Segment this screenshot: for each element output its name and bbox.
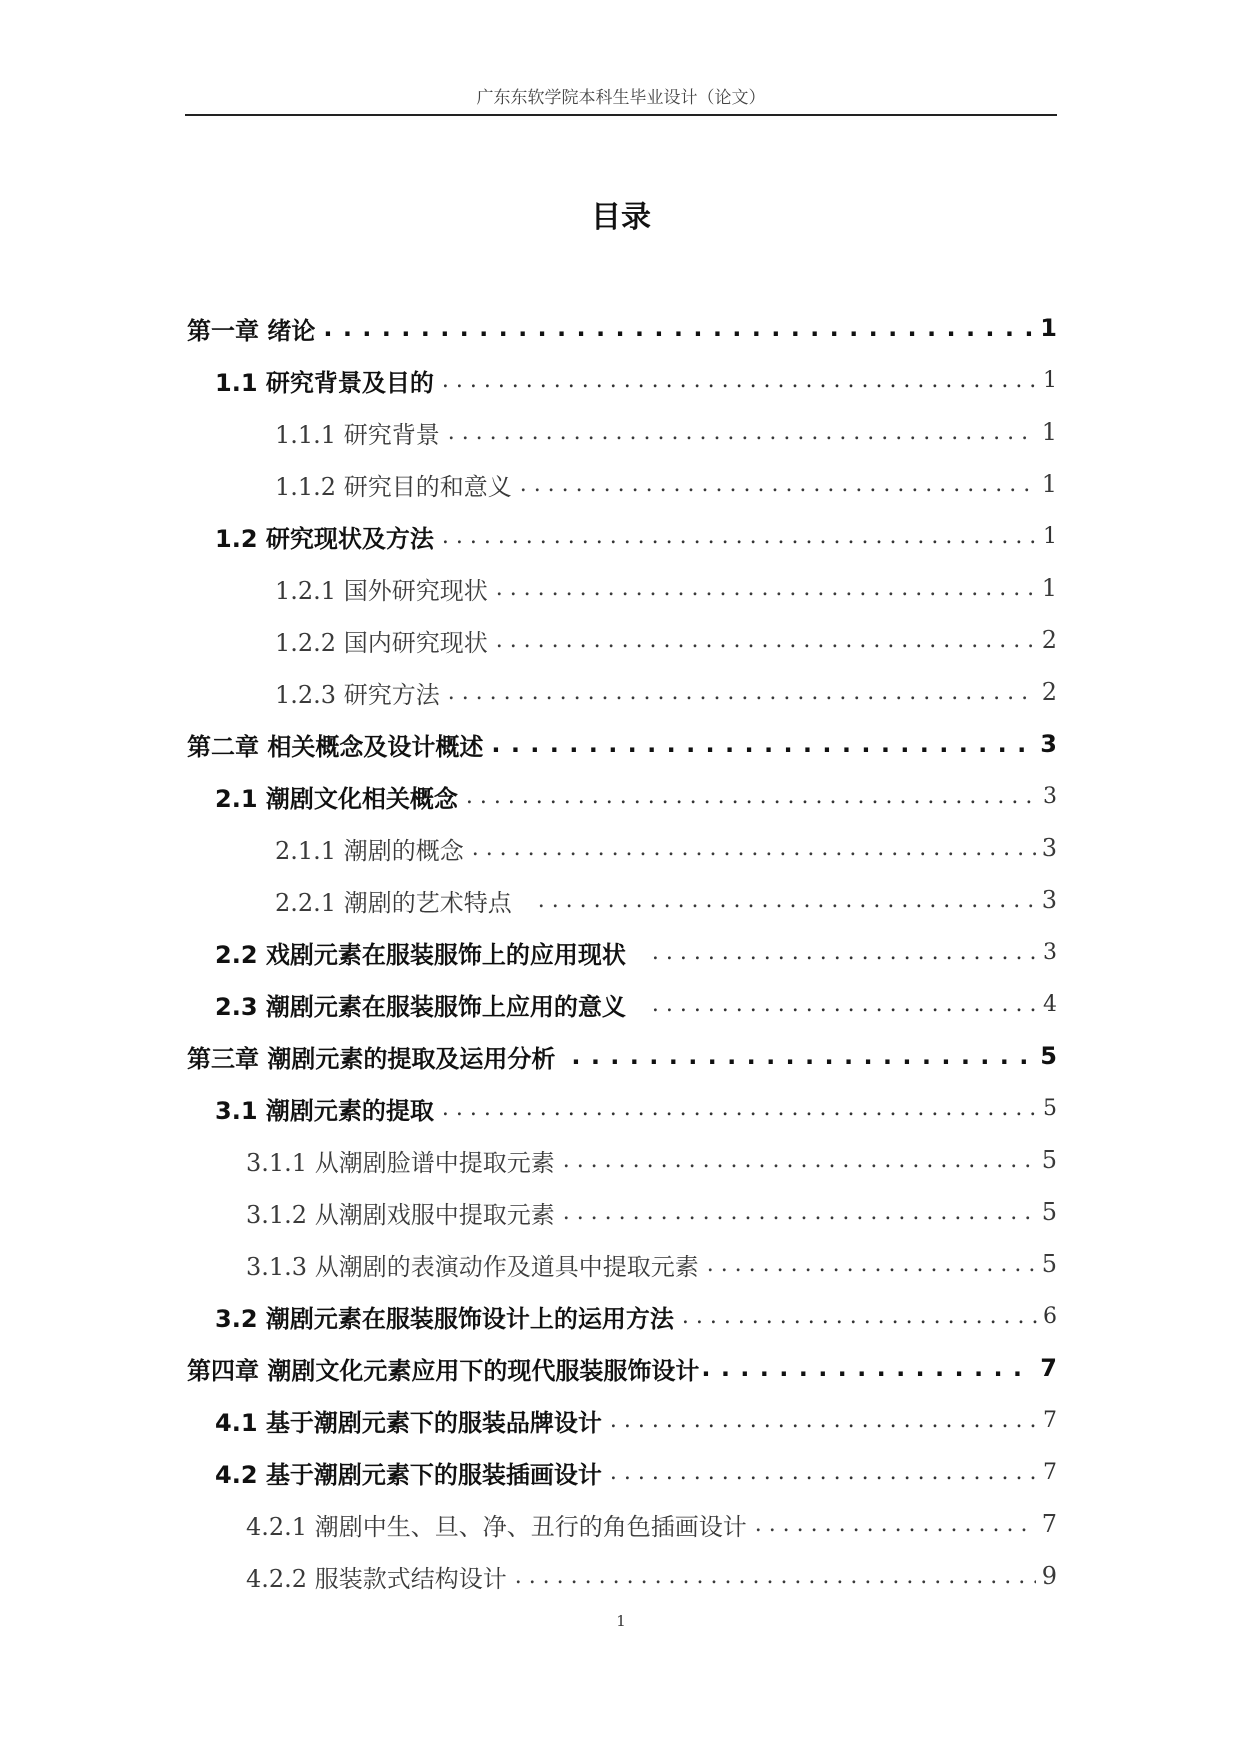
toc-entry-page: 1 [1043, 523, 1057, 549]
toc-entry-page: 7 [1041, 1510, 1057, 1538]
toc-entry-page: 5 [1040, 1042, 1057, 1070]
toc-entry-subsection-3-1-3[interactable] [0, 1244, 1241, 1284]
toc-entry-section-4-1[interactable] [0, 1400, 1241, 1440]
dot-leader [515, 1556, 1036, 1596]
toc-entry-text: 第二章 相关概念及设计概述 [187, 732, 484, 761]
toc-entry-text: 1.1.1 研究背景 [275, 420, 440, 449]
toc-entry-page: 7 [1040, 1354, 1057, 1382]
toc-entry-text: 3.1 潮剧元素的提取 [215, 1096, 434, 1125]
dot-leader [755, 1504, 1036, 1544]
toc-entry-chapter-3[interactable] [0, 1036, 1241, 1076]
dot-leader [491, 724, 1034, 764]
toc-entry-page: 6 [1043, 1303, 1057, 1329]
toc-entry-text: 2.1.1 潮剧的概念 [275, 836, 464, 865]
toc-entry-chapter-4[interactable] [0, 1348, 1241, 1388]
toc-entry-text: 3.2 潮剧元素在服装服饰设计上的运用方法 [215, 1304, 674, 1333]
toc-entry-page: 5 [1043, 1095, 1057, 1121]
toc-entry-text: 4.1 基于潮剧元素下的服装品牌设计 [215, 1408, 602, 1437]
toc-entry-page: 2 [1041, 626, 1057, 654]
toc-entry-text: 3.1.1 从潮剧脸谱中提取元素 [246, 1148, 555, 1177]
toc-entry-subsection-1-2-3[interactable] [0, 672, 1241, 712]
toc-entry-subsection-1-1-2[interactable] [0, 464, 1241, 504]
toc-entry-section-3-2[interactable] [0, 1296, 1241, 1336]
toc-entry-subsection-2-1-1[interactable] [0, 828, 1241, 868]
dot-leader [682, 1296, 1037, 1336]
dot-leader [448, 412, 1036, 452]
toc-entry-text: 1.1.2 研究目的和意义 [275, 472, 512, 501]
toc-entry-text: 2.2.1 潮剧的艺术特点 [275, 888, 512, 917]
toc-entry-subsection-3-1-1[interactable] [0, 1140, 1241, 1180]
toc-entry-text: 1.2.1 国外研究现状 [275, 576, 488, 605]
toc-entry-subsection-3-1-2[interactable] [0, 1192, 1241, 1232]
toc-entry-text: 第一章 绪论 [187, 316, 316, 345]
toc-entry-page: 5 [1041, 1250, 1057, 1278]
dot-leader [563, 1192, 1036, 1232]
toc-entry-text: 2.1 潮剧文化相关概念 [215, 784, 458, 813]
toc-entry-chapter-1[interactable] [0, 308, 1241, 348]
toc-entry-section-3-1[interactable] [0, 1088, 1241, 1128]
dot-leader [496, 568, 1036, 608]
dot-leader [496, 620, 1036, 660]
toc-entry-text: 1.1 研究背景及目的 [215, 368, 434, 397]
dot-leader [652, 932, 1037, 972]
dot-leader [563, 1140, 1036, 1180]
toc-entry-page: 2 [1041, 678, 1057, 706]
toc-entry-page: 1 [1040, 314, 1057, 342]
dot-leader [472, 828, 1036, 868]
toc-entry-page: 5 [1041, 1198, 1057, 1226]
toc-entry-page: 1 [1041, 418, 1057, 446]
toc-entry-page: 4 [1043, 991, 1057, 1017]
dot-leader [701, 1348, 1034, 1388]
dot-leader [448, 672, 1036, 712]
dot-leader [610, 1452, 1037, 1492]
toc-entry-page: 9 [1041, 1562, 1057, 1590]
toc-entry-subsection-4-2-2[interactable] [0, 1556, 1241, 1596]
toc-entry-text: 3.1.2 从潮剧戏服中提取元素 [246, 1200, 555, 1229]
toc-entry-section-4-2[interactable] [0, 1452, 1241, 1492]
dot-leader [323, 308, 1034, 348]
toc-entry-text: 1.2.2 国内研究现状 [275, 628, 488, 657]
dot-leader [610, 1400, 1037, 1440]
toc-entry-text: 3.1.3 从潮剧的表演动作及道具中提取元素 [246, 1252, 699, 1281]
toc-entry-page: 1 [1041, 470, 1057, 498]
toc-entry-text: 4.2 基于潮剧元素下的服装插画设计 [215, 1460, 602, 1489]
toc-entry-text: 2.2 戏剧元素在服装服饰上的应用现状 [215, 940, 626, 969]
dot-leader [442, 360, 1037, 400]
toc-entry-text: 1.2 研究现状及方法 [215, 524, 434, 553]
toc-entry-section-2-3[interactable] [0, 984, 1241, 1024]
dot-leader [571, 1036, 1034, 1076]
toc-entry-page: 1 [1041, 574, 1057, 602]
toc-entry-text: 4.2.1 潮剧中生、旦、净、丑行的角色插画设计 [246, 1512, 747, 1541]
toc-entry-page: 7 [1043, 1459, 1057, 1485]
toc-entry-subsection-1-2-1[interactable] [0, 568, 1241, 608]
dot-leader [652, 984, 1037, 1024]
toc-title: 目录 [591, 200, 651, 235]
toc-entry-page: 5 [1041, 1146, 1057, 1174]
toc-entry-text: 第四章 潮剧文化元素应用下的现代服装服饰设计 [187, 1356, 700, 1385]
dot-leader [466, 776, 1037, 816]
toc-entry-subsection-1-1-1[interactable] [0, 412, 1241, 452]
toc-entry-section-1-1[interactable] [0, 360, 1241, 400]
toc-entry-page: 7 [1043, 1407, 1057, 1433]
toc-entry-subsection-4-2-1[interactable] [0, 1504, 1241, 1544]
toc-entry-section-2-1[interactable] [0, 776, 1241, 816]
toc-entry-page: 3 [1041, 834, 1057, 862]
toc-entry-page: 3 [1043, 783, 1057, 809]
dot-leader [520, 464, 1036, 504]
dot-leader [442, 516, 1037, 556]
toc-entry-chapter-2[interactable] [0, 724, 1241, 764]
toc-entry-section-2-2[interactable] [0, 932, 1241, 972]
toc-entry-text: 4.2.2 服装款式结构设计 [246, 1564, 507, 1593]
toc-entry-subsection-2-2-1[interactable] [0, 880, 1241, 920]
running-header: 广东东软学院本科生毕业设计（论文） [476, 88, 766, 108]
toc-entry-subsection-1-2-2[interactable] [0, 620, 1241, 660]
toc-entry-page: 3 [1043, 939, 1057, 965]
dot-leader [707, 1244, 1036, 1284]
toc-entry-page: 1 [1043, 367, 1057, 393]
toc-entry-page: 3 [1041, 886, 1057, 914]
dot-leader [442, 1088, 1037, 1128]
toc-entry-section-1-2[interactable] [0, 516, 1241, 556]
toc-entry-text: 第三章 潮剧元素的提取及运用分析 [187, 1044, 556, 1073]
toc-entry-page: 3 [1040, 730, 1057, 758]
toc-entry-text: 2.3 潮剧元素在服装服饰上应用的意义 [215, 992, 626, 1021]
toc-entry-text: 1.2.3 研究方法 [275, 680, 440, 709]
footer-page-number: 1 [616, 1612, 626, 1630]
dot-leader [538, 880, 1036, 920]
